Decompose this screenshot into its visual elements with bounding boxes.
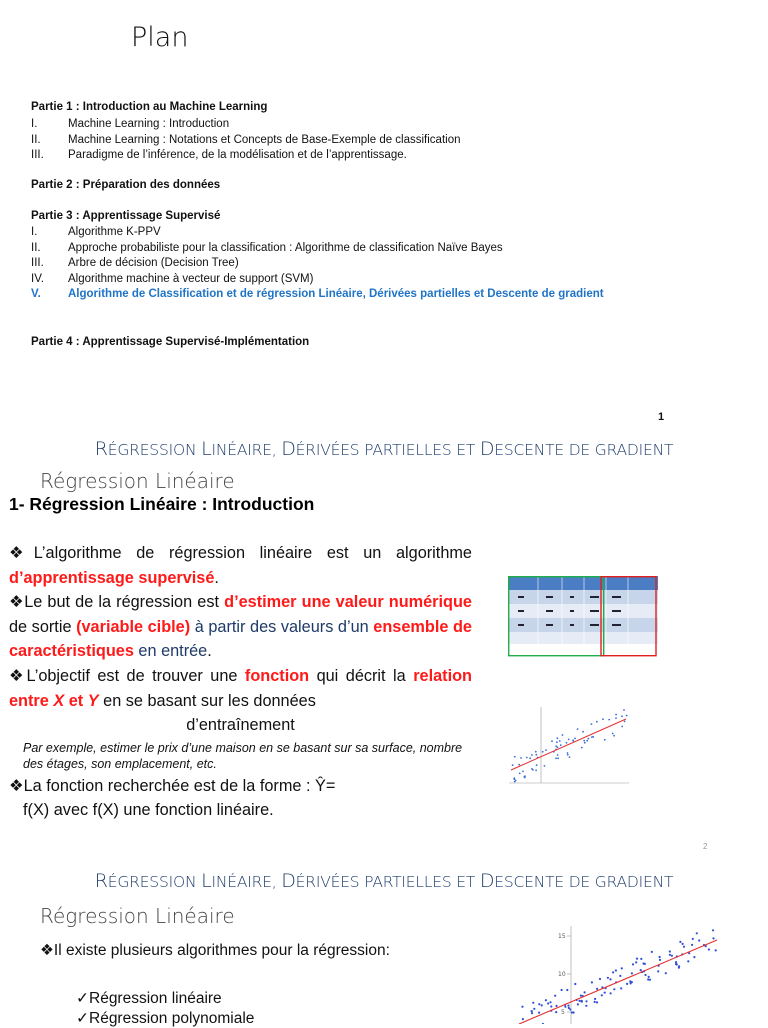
- scatter-point: [554, 995, 556, 997]
- scatter-point: [615, 714, 617, 716]
- scatter-point: [512, 764, 514, 766]
- scatter-point: [715, 949, 717, 951]
- scatter-point: [523, 776, 525, 778]
- scatter-point: [529, 757, 531, 759]
- page-number: 2: [703, 842, 707, 851]
- scatter-point: [585, 1000, 587, 1002]
- scatter-point: [712, 937, 714, 939]
- scatter-point: [599, 978, 601, 980]
- part2-title: Partie 2 : Préparation des données: [31, 179, 220, 191]
- scatter-point: [581, 747, 583, 749]
- scatter-point: [522, 771, 524, 773]
- scatter-point: [545, 999, 547, 1001]
- scatter-point: [535, 769, 537, 771]
- scatter-point: [620, 987, 622, 989]
- plan-title: Plan: [131, 22, 188, 53]
- scatter-point: [518, 764, 520, 766]
- scatter-point: [691, 944, 693, 946]
- scatter-point: [557, 737, 559, 739]
- scatter-point: [621, 967, 623, 969]
- scatter-point: [591, 981, 593, 983]
- tick-label: 10: [558, 971, 566, 978]
- part3-title: Partie 3 : Apprentissage Supervisé: [31, 210, 220, 222]
- list-item-highlighted: V. Algorithme de Classification et de régression Linéaire, Dérivées partielles et Descente de gradient: [31, 287, 604, 303]
- scatter-point: [636, 958, 638, 960]
- scatter-point: [532, 1002, 534, 1004]
- scatter-point: [631, 972, 633, 974]
- scatter-point: [640, 958, 642, 960]
- scatter-point: [693, 956, 695, 958]
- scatter-point: [692, 938, 694, 940]
- slide-header: RÉGRESSION LINÉAIRE, DÉRIVÉES PARTIELLES ET DESCENTE DE GRADIENT: [0, 870, 768, 892]
- bullet-item: ❖L’algorithme de régression linéaire est un algorithme d’apprentissage supervisé.: [9, 541, 472, 590]
- scatter-point: [604, 992, 606, 994]
- check-list: [76, 989, 254, 1028]
- scatter-point: [585, 1005, 587, 1007]
- list-item: ✓Régression linéaire: [76, 989, 254, 1009]
- scatter-plot-illustration: [505, 703, 633, 791]
- scatter-point: [644, 963, 646, 965]
- scatter-point: [531, 1010, 533, 1012]
- scatter-point: [531, 754, 533, 756]
- scatter-point: [551, 740, 553, 742]
- scatter-point: [708, 948, 710, 950]
- list-item: II. Approche probabiliste pour la classification : Algorithme de classification Naïve Bayes: [31, 241, 604, 257]
- scatter-point: [659, 956, 661, 958]
- scatter-point: [665, 972, 667, 974]
- scatter-point: [572, 740, 574, 742]
- bullet-item: ❖Le but de la régression est d’estimer une valeur numérique de sortie (variable cible) à partir des valeurs d’un ensemble de caractéristiques en entrée.: [9, 590, 472, 664]
- scatter-point: [588, 738, 590, 740]
- scatter-point: [521, 1006, 523, 1008]
- scatter-point: [547, 1002, 549, 1004]
- scatter-point: [596, 1001, 598, 1003]
- scatter-point: [555, 757, 557, 759]
- scatter-point: [626, 715, 628, 717]
- bullet-list: [9, 541, 472, 823]
- scatter-point: [608, 719, 610, 721]
- scatter-point: [536, 764, 538, 766]
- scatter-point: [545, 749, 547, 751]
- scatter-point: [562, 734, 564, 736]
- scatter-point: [535, 754, 537, 756]
- scatter-point: [632, 963, 634, 965]
- scatter-point: [513, 777, 515, 779]
- scatter-point: [577, 728, 579, 730]
- scatter-point: [557, 757, 559, 759]
- scatter-point: [596, 721, 598, 723]
- slide-subtitle: Régression Linéaire: [40, 904, 235, 928]
- bullet-item-continued: d’entraînement: [9, 713, 472, 738]
- scatter-point: [571, 1011, 573, 1013]
- scatter-point: [574, 738, 576, 740]
- list-item: I. Algorithme K-PPV: [31, 225, 604, 241]
- slide-header: RÉGRESSION LINÉAIRE, DÉRIVÉES PARTIELLES ET DESCENTE DE GRADIENT: [0, 438, 768, 460]
- scatter-point: [561, 989, 563, 991]
- scatter-point: [626, 983, 628, 985]
- scatter-point: [514, 781, 516, 783]
- bullet-item-continued: f(X) avec f(X) une fonction linéaire.: [9, 798, 472, 823]
- scatter-point: [659, 959, 661, 961]
- scatter-point: [574, 983, 576, 985]
- example-note: Par exemple, estimer le prix d’une maison en se basant sur sa surface, nombre des étages, son emplacement, etc.: [9, 740, 472, 772]
- scatter-point: [612, 971, 614, 973]
- scatter-plot-illustration: [513, 922, 723, 1024]
- scatter-point: [683, 946, 685, 948]
- bullet-item: ❖L’objectif est de trouver une fonction qui décrit la relation entre X et Y en se basant sur les données: [9, 664, 472, 713]
- scatter-point: [679, 941, 681, 943]
- scatter-point: [531, 1012, 533, 1014]
- data-table-image: [508, 576, 658, 658]
- scatter-point: [671, 955, 673, 957]
- scatter-point: [647, 978, 649, 980]
- part1-list: [31, 117, 461, 164]
- scatter-point: [566, 742, 568, 744]
- bullet-icon: ❖: [9, 593, 24, 611]
- scatter-point: [542, 751, 544, 753]
- scatter-point: [591, 736, 593, 738]
- check-icon: ✓: [76, 990, 89, 1007]
- scatter-point: [640, 969, 642, 971]
- scatter-point: [712, 929, 714, 931]
- list-item: ✓Régression polynomiale: [76, 1009, 254, 1028]
- scatter-point: [591, 723, 593, 725]
- scatter-point: [557, 754, 559, 756]
- scatter-point: [644, 974, 646, 976]
- scatter-point: [682, 943, 684, 945]
- scatter-point: [538, 1012, 540, 1014]
- scatter-point: [549, 1001, 551, 1003]
- scatter-point: [615, 717, 617, 719]
- list-item: II. Machine Learning : Notations et Concepts de Base-Exemple de classification: [31, 133, 461, 149]
- scatter-point: [621, 726, 623, 728]
- scatter-point: [613, 988, 615, 990]
- scatter-point: [596, 988, 598, 990]
- scatter-point: [602, 718, 604, 720]
- scatter-point: [555, 745, 557, 747]
- scatter-point: [631, 981, 633, 983]
- scatter-point: [610, 992, 612, 994]
- scatter-point: [582, 731, 584, 733]
- slide-subtitle: Régression Linéaire: [40, 469, 235, 493]
- scatter-point: [579, 1000, 581, 1002]
- scatter-point: [581, 1001, 583, 1003]
- scatter-point: [567, 752, 569, 754]
- scatter-point: [601, 994, 603, 996]
- bullet-item: ❖Il existe plusieurs algorithmes pour la régression:: [40, 941, 390, 960]
- scatter-point: [555, 1011, 557, 1013]
- scatter-point: [514, 756, 516, 758]
- scatter-point: [566, 989, 568, 991]
- scatter-point: [586, 740, 588, 742]
- scatter-point: [520, 757, 522, 759]
- section-title: 1- Régression Linéaire : Introduction: [9, 494, 314, 515]
- bullet-icon: ❖: [9, 544, 34, 562]
- scatter-point: [531, 768, 533, 770]
- scatter-point: [569, 1008, 571, 1010]
- scatter-point: [569, 756, 571, 758]
- scatter-point: [624, 721, 626, 723]
- bullet-icon: ❖: [40, 942, 54, 959]
- scatter-point: [651, 951, 653, 953]
- scatter-point: [567, 754, 569, 756]
- scatter-point: [612, 733, 614, 735]
- data-table-picture: [508, 576, 658, 656]
- scatter-point: [594, 1001, 596, 1003]
- scatter-point: [604, 739, 606, 741]
- scatter-point: [678, 967, 680, 969]
- scatter-point: [635, 961, 637, 963]
- scatter-point: [621, 715, 623, 717]
- part1-title: Partie 1 : Introduction au Machine Learning: [31, 101, 267, 113]
- scatter-point: [584, 991, 586, 993]
- scatter-point: [519, 773, 521, 775]
- scatter-point: [648, 976, 650, 978]
- scatter-point: [669, 954, 671, 956]
- list-item: III. Paradigme de l’inférence, de la modélisation et de l’apprentissage.: [31, 148, 461, 164]
- list-item: IV. Algorithme machine à vecteur de support (SVM): [31, 272, 604, 288]
- scatter-point: [541, 1004, 543, 1006]
- scatter-point: [669, 950, 671, 952]
- scatter-point: [613, 735, 615, 737]
- scatter-point: [564, 1006, 566, 1008]
- part3-list: [31, 225, 604, 303]
- scatter-point: [615, 969, 617, 971]
- part4-title: Partie 4 : Apprentissage Supervisé-Implémentation: [31, 336, 309, 348]
- scatter-point: [550, 1005, 552, 1007]
- scatter-point: [657, 970, 659, 972]
- scatter-point: [556, 741, 558, 743]
- scatter-point: [696, 932, 698, 934]
- scatter-point: [687, 960, 689, 962]
- bullet-item: ❖La fonction recherchée est de la forme : Ŷ=: [9, 774, 472, 799]
- scatter-point: [567, 1005, 569, 1007]
- scatter-point: [568, 1007, 570, 1009]
- tick-label: 5: [561, 1009, 565, 1016]
- scatter-point: [526, 757, 528, 759]
- scatter-point: [675, 961, 677, 963]
- scatter-point: [560, 744, 562, 746]
- scatter-point: [568, 739, 570, 741]
- list-item: III. Arbre de décision (Decision Tree): [31, 256, 604, 272]
- scatter-point: [538, 1003, 540, 1005]
- scatter-point: [544, 765, 546, 767]
- tick-label: 15: [558, 933, 566, 940]
- scatter-point: [698, 939, 700, 941]
- scatter-point: [584, 742, 586, 744]
- scatter-point: [609, 978, 611, 980]
- list-item: I. Machine Learning : Introduction: [31, 117, 461, 133]
- check-icon: ✓: [76, 1010, 89, 1027]
- scatter-point: [577, 1003, 579, 1005]
- scatter-point: [559, 740, 561, 742]
- scatter-point: [535, 751, 537, 753]
- scatter-point: [619, 975, 621, 977]
- scatter-point: [607, 977, 609, 979]
- scatter-point: [623, 709, 625, 711]
- page-number: 1: [658, 411, 664, 423]
- bullet-icon: ❖: [9, 777, 24, 795]
- scatter-point: [583, 740, 585, 742]
- scatter-point: [594, 998, 596, 1000]
- scatter-point: [555, 1005, 557, 1007]
- bullet-icon: ❖: [9, 667, 27, 685]
- scatter-point: [522, 1018, 524, 1020]
- scatter-point: [533, 1008, 535, 1010]
- scatter-point: [675, 963, 677, 965]
